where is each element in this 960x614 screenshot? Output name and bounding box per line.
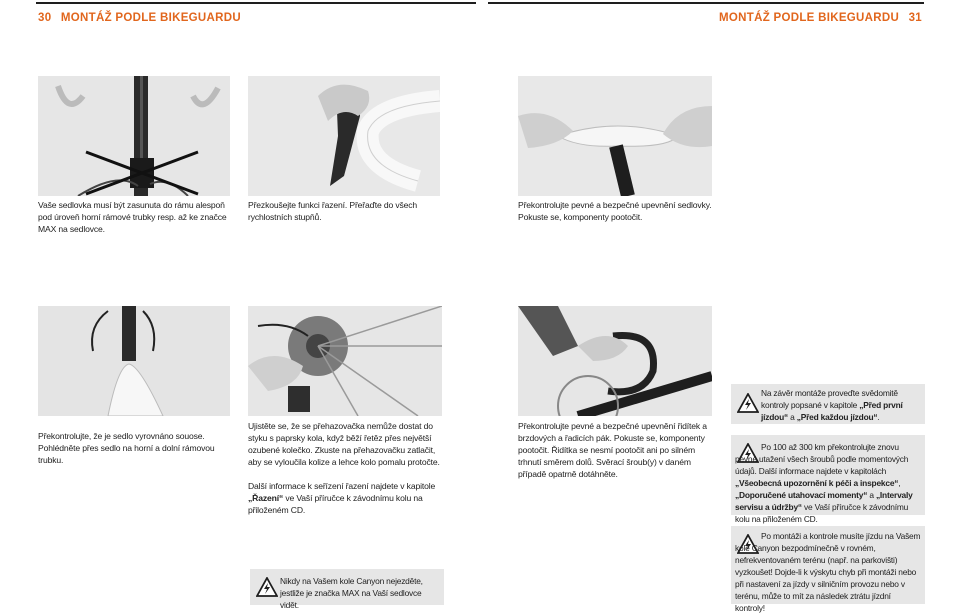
chapter-torque-values: „Doporučené utahovací momenty“ (735, 490, 868, 500)
photo-handlebar (518, 306, 712, 416)
photo-saddle-clamp (518, 76, 712, 196)
warning-text-retighten-sep2: a (867, 490, 876, 500)
warning-text-test-ride: Po montáži a kontrole musíte jízdu na Vašem kole Canyon bezpodmínečně v rovném, nefrekventovaném terénu (např. na parkovišti) vyzkoušet! Dojde-li k výskytu chyb při montáži nebo při nastavení za jízdy v silničním provozu nebo v terénu, může to mít za následek ztrátu jízdní kontroly! (735, 531, 921, 613)
caption-handlebar: Překontrolujte pevné a bezpečné upevnění řidítek a brzdových a řadicích pák. Pokuste se, komponenty pootočit. Řidítka se nesmí pootočit ani po silném trhnutí směrem dolů. Svěrací šroub(y) v daném případě opatrně dotáhněte. (518, 421, 707, 479)
header-right (719, 12, 922, 24)
warning-text-retighten (735, 441, 921, 525)
photo-shifter (248, 76, 440, 196)
warning-box-retighten (731, 435, 925, 524)
warning-box-test-ride (731, 526, 925, 613)
chapter-before-each-ride: „Před každou jízdou“ (796, 412, 878, 422)
caption-derailleur-more-chapter: „Řazení“ (248, 493, 284, 503)
warning-text-final-checks (761, 387, 921, 423)
warning-box-max-mark (250, 569, 444, 610)
chapter-before-first-ride: „Před první jízdou“ (761, 400, 903, 422)
page-title-left: MONTÁŽ PODLE BIKEGUARDU (60, 12, 241, 24)
header-left (38, 12, 241, 24)
caption-derailleur-more (248, 480, 446, 516)
caption-derailleur-main: Ujistěte se, že se přehazovačka nemůže dostat do styku s paprsky kola, když běží řetěz přes největší ozubené kolečko. Zkuste na přehazovačku zatlačit, aby se vyloučila kolize a lehce kolo pomalu protočte. (248, 421, 440, 467)
caption-seatpost-insertion: Vaše sedlovka musí být zasunuta do rámu alespoň pod úroveň horní rámové trubky resp. až ke značce MAX na sedlovce. (38, 200, 227, 234)
caption-derailleur-more-post: ve Vaší příručce k závodnímu kolu na přiloženém CD. (248, 493, 423, 515)
photo-derailleur (248, 306, 442, 416)
warning-box-final-checks (731, 384, 925, 424)
caption-shifter: Přezkoušejte funkci řazení. Přeřaďte do všech rychlostních stupňů. (248, 200, 418, 222)
page-number-left: 30 (38, 12, 52, 24)
warning-text-final-checks-mid: a (787, 412, 797, 422)
photo-saddle-alignment (38, 306, 230, 416)
top-rule-right (488, 2, 924, 4)
caption-derailleur-more-pre: Další informace k seřízení řazení najdete v kapitole (248, 481, 436, 491)
chapter-care-inspection: „Všeobecná upozornění k péči a inspekce“ (735, 478, 899, 488)
warning-triangle-icon (737, 393, 759, 413)
caption-derailleur (248, 420, 446, 516)
warning-text-retighten-post: ve Vaší příručce k závodnímu kolu na přiloženém CD. (735, 502, 909, 524)
photo-seatpost-insertion (38, 76, 230, 196)
warning-text-final-checks-pre: Na závěr montáže proveďte svědomitě kontroly popsané v kapitole (761, 388, 898, 410)
page-title-right: MONTÁŽ PODLE BIKEGUARDU (719, 12, 900, 24)
warning-text-retighten-sep1: , (898, 478, 901, 488)
top-rule-left (36, 2, 476, 4)
warning-text-retighten-pre: Po 100 až 300 km překontrolujte znovu pevné utažení všech šroubů podle momentových údajů. Další informace najdete v kapitolách (735, 442, 909, 476)
warning-triangle-icon (256, 577, 278, 597)
chapter-service-intervals: „Intervaly servisu a údržby“ (735, 490, 913, 512)
caption-saddle-alignment: Překontrolujte, že je sedlo vyrovnáno souose. Pohlédněte přes sedlo na horní a dolní rámovou trubku. (38, 431, 215, 465)
warning-text-max-mark: Nikdy na Vašem kole Canyon nejezděte, jestliže je značka MAX na Vaší sedlovce vidět. (280, 576, 423, 610)
caption-saddle-clamp: Překontrolujte pevné a bezpečné upevnění sedlovky. Pokuste se, komponenty pootočit. (518, 200, 712, 222)
page-number-right: 31 (908, 12, 922, 24)
warning-text-final-checks-post: . (877, 412, 880, 422)
